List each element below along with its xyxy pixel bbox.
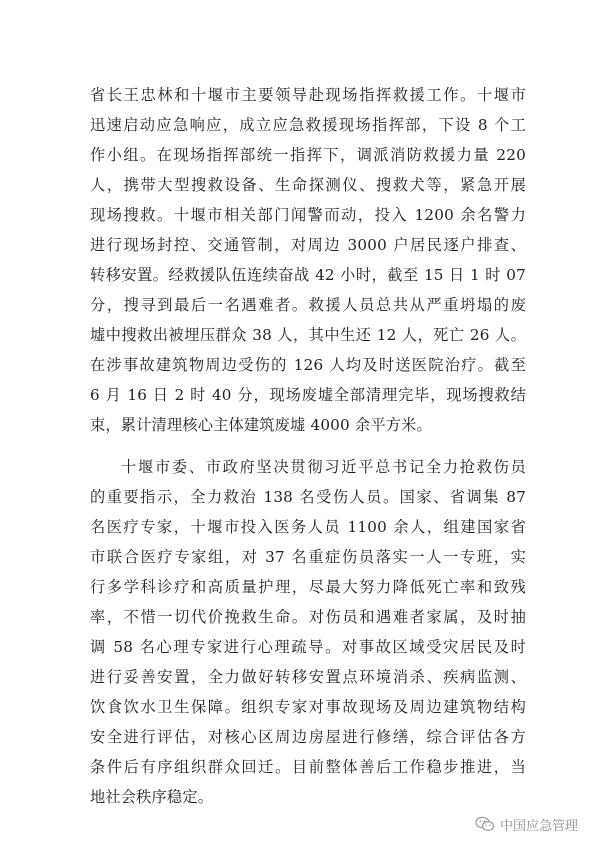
text-line: 的重要指示，全力救治 138 名受伤人员。国家、省调集 87 [90, 488, 526, 506]
text-line: 作小组。在现场指挥部统一指挥下，调派消防救援力量 220 [90, 146, 526, 164]
text-line: 束，累计清理核心主体建筑废墟 4000 余平方米。 [90, 416, 432, 434]
paragraph-first-line: 十堰市委、市政府坚决贯彻习近平总书记全力抢救伤员 [121, 458, 526, 476]
text-line: 迅速启动应急响应，成立应急救援现场指挥部，下设 8 个工 [90, 116, 526, 134]
text-line: 人，携带大型搜救设备、生命探测仪、搜救犬等，紧急开展 [90, 176, 526, 194]
text-line: 省长王忠林和十堰市主要领导赴现场指挥救援工作。十堰市 [90, 86, 526, 104]
text-line: 条件后有序组织群众回迁。目前整体善后工作稳步推进，当 [90, 758, 526, 776]
text-line: 调 58 名心理专家进行心理疏导。对事故区域受灾居民及时 [90, 638, 526, 656]
text-line: 在涉事故建筑物周边受伤的 126 人均及时送医院治疗。截至 [90, 356, 526, 374]
wechat-icon [475, 816, 495, 832]
source-watermark [475, 814, 578, 834]
text-line: 市联合医疗专家组，对 37 名重症伤员落实一人一专班，实 [90, 548, 526, 566]
text-line: 进行妥善安置，全力做好转移安置点环境消杀、疾病监测、 [90, 668, 526, 686]
watermark-label: 中国应急管理 [499, 818, 578, 834]
text-line: 分，搜寻到最后一名遇难者。救援人员总共从严重坍塌的废 [90, 296, 526, 314]
text-line: 率，不惜一切代价挽救生命。对伤员和遇难者家属，及时抽 [90, 608, 526, 626]
text-line: 地社会秩序稳定。 [90, 788, 214, 806]
text-line: 安全进行评估，对核心区周边房屋进行修缮，综合评估各方 [90, 728, 526, 746]
text-line: 6 月 16 日 2 时 40 分，现场废墟全部清理完毕，现场搜救结 [90, 386, 526, 404]
text-line: 进行现场封控、交通管制，对周边 3000 户居民逐户排查、 [90, 236, 526, 254]
text-line: 名医疗专家，十堰市投入医务人员 1100 余人，组建国家省 [90, 518, 526, 536]
text-line: 转移安置。经救援队伍连续奋战 42 小时，截至 15 日 1 时 07 [90, 266, 526, 284]
text-line: 墟中搜救出被埋压群众 38 人，其中生还 12 人，死亡 26 人。 [90, 326, 526, 344]
text-line: 饮食饮水卫生保障。组织专家对事故现场及周边建筑物结构 [90, 698, 526, 716]
text-line: 现场搜救。十堰市相关部门闻警而动，投入 1200 余名警力 [90, 206, 526, 224]
text-line: 行多学科诊疗和高质量护理，尽最大努力降低死亡率和致残 [90, 578, 526, 596]
